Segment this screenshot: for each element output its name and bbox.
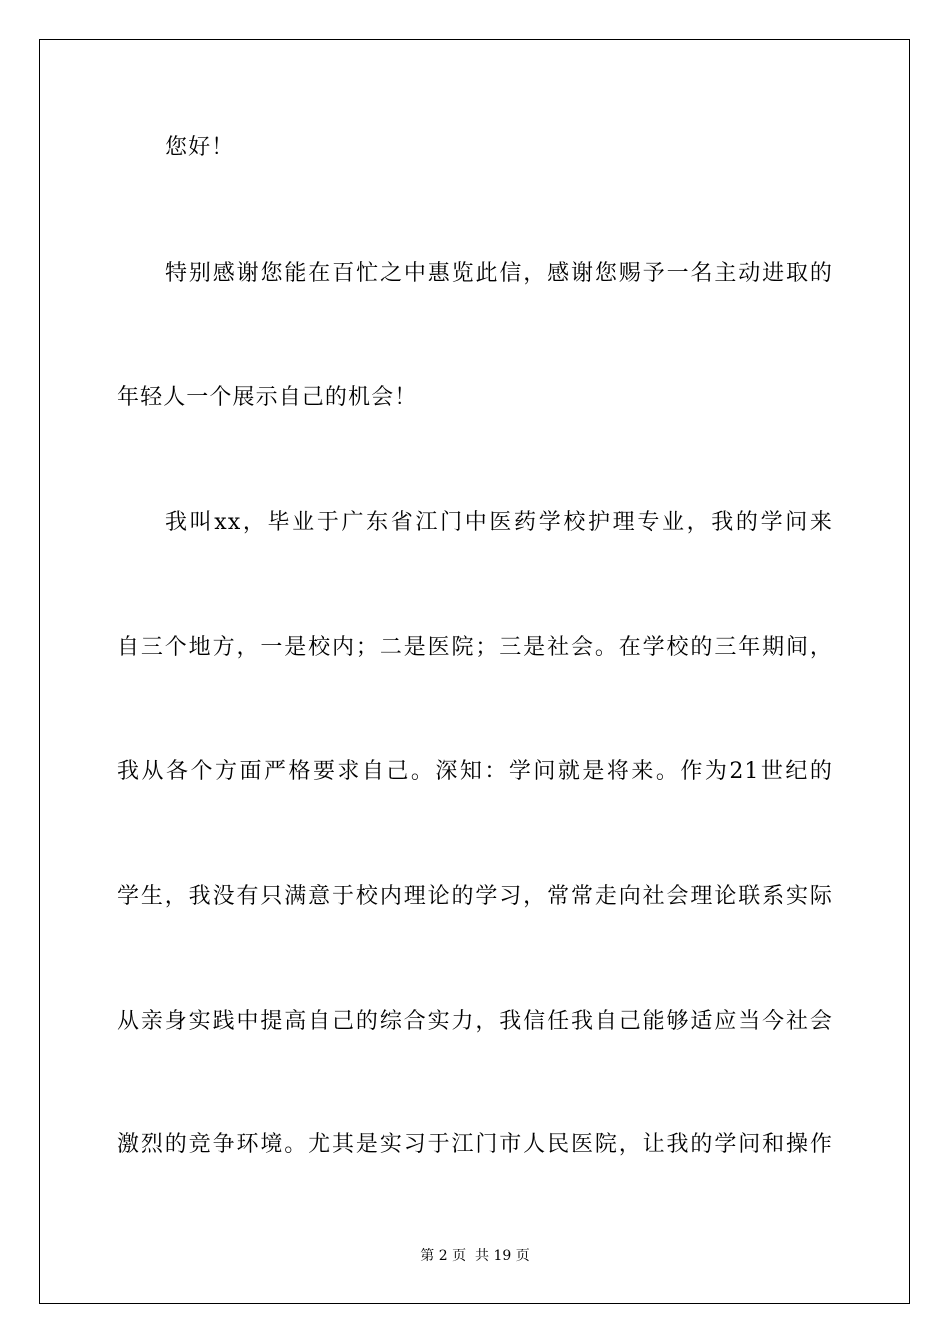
paragraph-line: 我从各个方面严格要求自己。深知：学问就是将来。作为21世纪的 bbox=[117, 759, 833, 784]
paragraph-line: 学生，我没有只满意于校内理论的学习，常常走向社会理论联系实际 bbox=[117, 884, 833, 909]
paragraph-line: 从亲身实践中提高自己的综合实力，我信任我自己能够适应当今社会 bbox=[117, 1009, 833, 1034]
page-number-footer: 第 2 页 共 19 页 bbox=[420, 1248, 530, 1264]
paragraph-line: 我叫xx，毕业于广东省江门中医药学校护理专业，我的学问来 bbox=[165, 510, 833, 535]
paragraph-line: 年轻人一个展示自己的机会！ bbox=[117, 385, 418, 410]
greeting-line: 您好！ bbox=[165, 135, 235, 160]
paragraph-line: 特别感谢您能在百忙之中惠览此信，感谢您赐予一名主动进取的 bbox=[165, 261, 833, 286]
page-border bbox=[39, 39, 910, 1304]
paragraph-line: 自三个地方，一是校内；二是医院；三是社会。在学校的三年期间， bbox=[117, 635, 833, 660]
paragraph-line: 激烈的竞争环境。尤其是实习于江门市人民医院，让我的学问和操作 bbox=[117, 1132, 833, 1157]
